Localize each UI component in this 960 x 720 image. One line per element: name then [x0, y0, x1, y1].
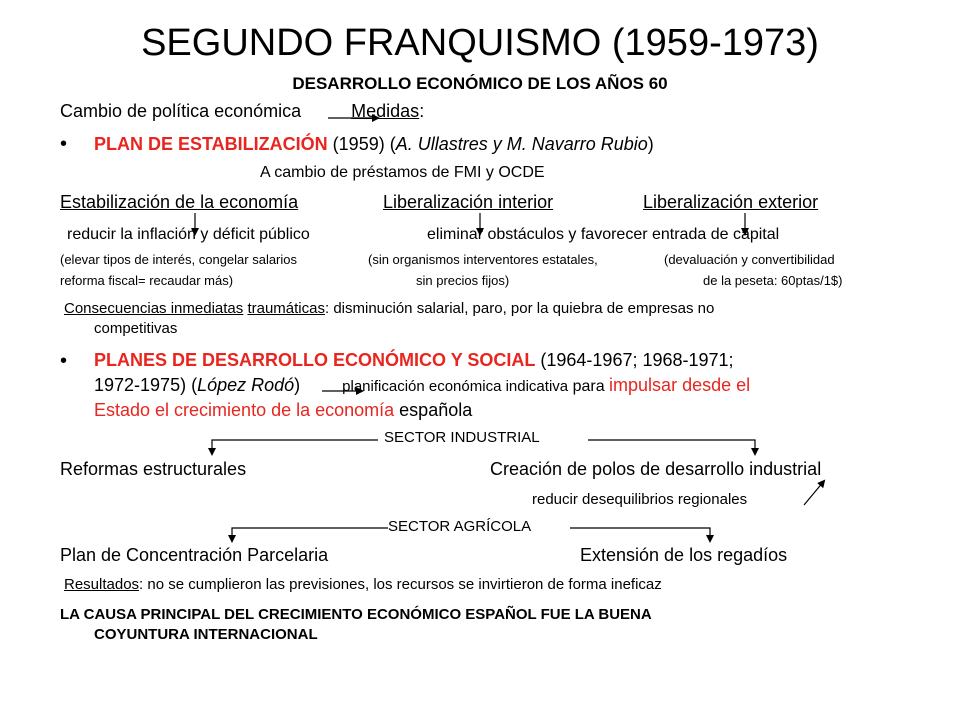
plan-estabilizacion-authors: A. Ullastres y M. Navarro Rubio [395, 134, 648, 154]
de-la-peseta: de la peseta: 60ptas/1$) [703, 273, 843, 288]
reformas-estructurales: Reformas estructurales [60, 459, 247, 479]
traumaticas-label: traumáticas [247, 300, 325, 317]
sin-precios-fijos: sin precios fijos) [416, 273, 510, 288]
page-title: SEGUNDO FRANQUISMO (1959-1973) [141, 22, 819, 64]
conclusion-line-2: COYUNTURA INTERNACIONAL [94, 626, 318, 643]
extension-regadios: Extensión de los regadíos [580, 545, 788, 565]
intro-line [60, 101, 424, 122]
planes-desarrollo-line-1 [94, 350, 734, 371]
intro-left: Cambio de política económica [60, 101, 302, 121]
espanola-text: española [394, 400, 473, 420]
intro-measures: Medidas [351, 101, 420, 121]
bullet-2: • [60, 350, 68, 372]
sector-agricola-label: SECTOR AGRÍCOLA [388, 518, 532, 535]
consecuencias-label: Consecuencias inmediatas [64, 300, 244, 317]
arrow-desequilibrios-polos [804, 481, 824, 505]
plan-estabilizacion-line [94, 134, 654, 155]
para-word: para [568, 378, 610, 395]
planes-desarrollo-line-2 [94, 375, 750, 396]
resultados-line [64, 576, 662, 593]
planificacion-indicativa: planificación económica indicativa [342, 378, 569, 395]
arrow-industrial-right [588, 440, 755, 454]
planes-desarrollo-close: ) [294, 375, 301, 395]
plan-estabilizacion-year: (1959) ( [327, 134, 396, 154]
estado-crecimiento-text: Estado el crecimiento de la economía [94, 400, 395, 420]
planes-desarrollo-line-3 [94, 400, 472, 421]
page-subtitle: DESARROLLO ECONÓMICO DE LOS AÑOS 60 [292, 74, 668, 93]
devaluacion: (devaluación y convertibilidad [664, 252, 835, 267]
reducir-inflacion: reducir la inflación y déficit público [67, 226, 310, 243]
arrow-agricola-left [232, 528, 388, 541]
arrow-agricola-right [570, 528, 710, 541]
polos-desarrollo: Creación de polos de desarrollo industrial [490, 459, 822, 479]
consecuencias-text-2: competitivas [94, 320, 178, 337]
heading-liberalizacion-exterior: Liberalización exterior [643, 192, 819, 212]
impulsar-text: impulsar desde el [609, 375, 751, 395]
consecuencias-text: : disminución salarial, paro, por la quiebra de empresas no [324, 300, 715, 317]
intro-colon: : [419, 101, 425, 121]
resultados-text: : no se cumplieron las previsiones, los recursos se invirtieron de forma ineficaz [139, 576, 662, 593]
plan-estabilizacion-title: PLAN DE ESTABILIZACIÓN [94, 134, 328, 154]
eliminar-obstaculos: eliminar obstáculos y favorecer entrada de capital [427, 226, 780, 243]
heading-liberalizacion-interior: Liberalización interior [383, 192, 554, 212]
resultados-label: Resultados [64, 576, 140, 593]
planes-desarrollo-years: (1964-1967; 1968-1971; [535, 350, 734, 370]
sector-industrial-label: SECTOR INDUSTRIAL [384, 429, 540, 446]
bullet-1: • [60, 133, 68, 155]
planes-desarrollo-years-2: 1972-1975) ( [94, 375, 198, 395]
conclusion-line-1: LA CAUSA PRINCIPAL DEL CRECIMIENTO ECONÓMICO ESPAÑOL FUE LA BUENA [60, 606, 652, 623]
arrow-industrial-left [212, 440, 378, 454]
sin-organismos: (sin organismos interventores estatales, [368, 252, 598, 267]
reforma-fiscal: reforma fiscal= recaudar más) [60, 273, 234, 288]
planes-desarrollo-title: PLANES DE DESARROLLO ECONÓMICO Y SOCIAL [94, 350, 536, 370]
reducir-desequilibrios: reducir desequilibrios regionales [532, 491, 748, 508]
plan-estabilizacion-close: ) [647, 134, 654, 154]
plan-estabilizacion-note: A cambio de préstamos de FMI y OCDE [260, 164, 545, 181]
concentracion-parcelaria: Plan de Concentración Parcelaria [60, 545, 329, 565]
planes-desarrollo-author: López Rodó [197, 375, 295, 395]
elevar-tipos: (elevar tipos de interés, congelar salarios [60, 252, 298, 267]
consecuencias-line [64, 300, 714, 317]
heading-estabilizacion: Estabilización de la economía [60, 192, 299, 212]
